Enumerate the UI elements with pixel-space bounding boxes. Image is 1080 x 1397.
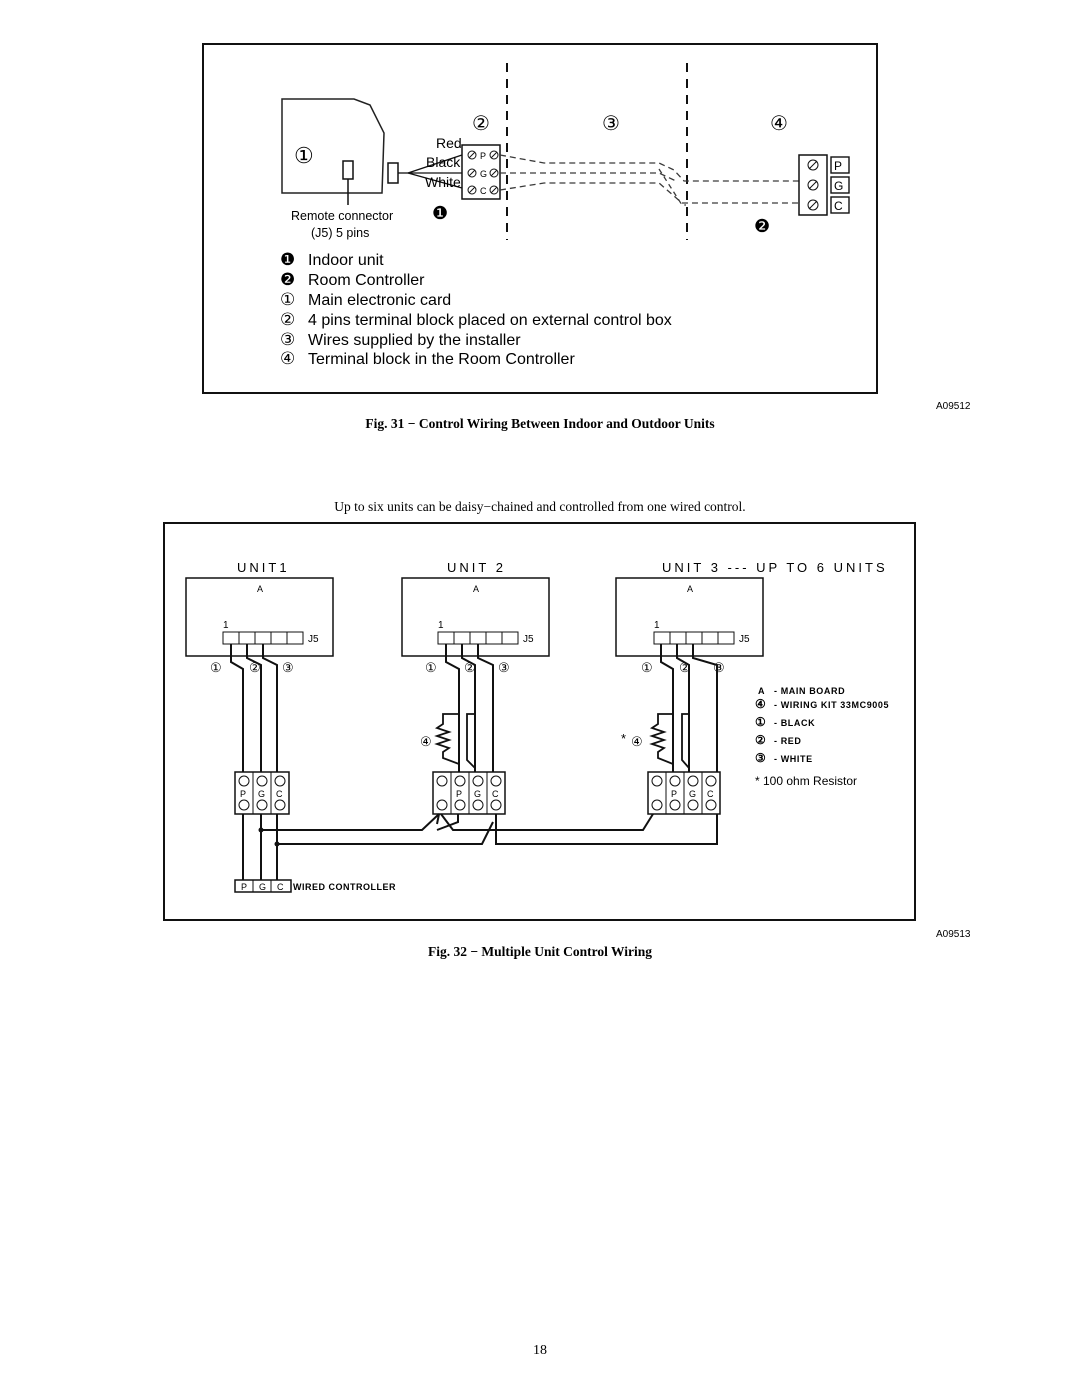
tb2-g: G bbox=[480, 169, 488, 179]
figure-32-caption: Fig. 32 − Multiple Unit Control Wiring bbox=[427, 944, 653, 959]
daisy-chain-wires bbox=[243, 814, 717, 847]
svg-text:Wires supplied by the installe: Wires supplied by the installer bbox=[308, 332, 521, 349]
svg-text:G: G bbox=[474, 789, 482, 799]
svg-text:③: ③ bbox=[282, 660, 294, 675]
svg-text:P: P bbox=[241, 882, 248, 892]
wired-controller bbox=[235, 880, 396, 892]
wire-label-white: White bbox=[425, 174, 461, 190]
svg-text:G: G bbox=[689, 789, 697, 799]
figure-31-code: A09512 bbox=[936, 401, 971, 412]
svg-text:④: ④ bbox=[755, 697, 766, 711]
svg-text:Main electronic card: Main electronic card bbox=[308, 292, 452, 309]
svg-text:②: ② bbox=[280, 310, 296, 329]
rc-g: G bbox=[834, 179, 844, 193]
figure-32-code: A09513 bbox=[936, 929, 971, 940]
svg-text:- RED: - RED bbox=[774, 736, 802, 746]
marker-2: ② bbox=[472, 113, 490, 135]
svg-text:Terminal block in the Room Con: Terminal block in the Room Controller bbox=[308, 351, 575, 368]
figure-31-frame bbox=[202, 43, 878, 394]
svg-text:Room Controller: Room Controller bbox=[308, 272, 425, 289]
svg-text:A: A bbox=[257, 584, 264, 594]
svg-text:- WHITE: - WHITE bbox=[774, 754, 813, 764]
remote-connector-label: Remote connector bbox=[291, 209, 394, 223]
rc-c: C bbox=[834, 199, 843, 213]
svg-text:③: ③ bbox=[498, 660, 510, 675]
svg-text:- MAIN BOARD: - MAIN BOARD bbox=[774, 686, 846, 696]
svg-text:②: ② bbox=[249, 660, 261, 675]
marker-indoor: ❶ bbox=[432, 203, 449, 223]
svg-text:①: ① bbox=[425, 660, 437, 675]
svg-text:P: P bbox=[240, 789, 247, 799]
svg-text:❶: ❶ bbox=[280, 250, 296, 269]
rc-p: P bbox=[834, 159, 843, 173]
svg-text:P: P bbox=[456, 789, 463, 799]
svg-text:④: ④ bbox=[631, 734, 643, 749]
svg-text:J5: J5 bbox=[739, 634, 750, 645]
unit2 bbox=[402, 578, 549, 814]
svg-text:②: ② bbox=[464, 660, 476, 675]
svg-text:①: ① bbox=[755, 715, 766, 729]
svg-text:②: ② bbox=[755, 733, 766, 747]
svg-text:③: ③ bbox=[280, 330, 296, 349]
marker-4: ④ bbox=[770, 113, 788, 135]
svg-text:C: C bbox=[276, 789, 283, 799]
svg-text:G: G bbox=[259, 882, 267, 892]
svg-text:❷: ❷ bbox=[280, 270, 296, 289]
svg-text:①: ① bbox=[641, 660, 653, 675]
wire-label-black: Black bbox=[426, 154, 461, 170]
svg-text:1: 1 bbox=[223, 620, 229, 631]
connector-plug bbox=[388, 163, 398, 183]
figure-31-caption: Fig. 31 − Control Wiring Between Indoor and Outdoor Units bbox=[365, 416, 715, 431]
svg-text:②: ② bbox=[679, 660, 691, 675]
page-number: 18 bbox=[533, 1343, 547, 1358]
svg-text:1: 1 bbox=[654, 620, 660, 631]
marker-3: ③ bbox=[602, 113, 620, 135]
unit3-title: UNIT 3 --- UP TO 6 UNITS bbox=[662, 560, 888, 575]
wired-controller-label: WIRED CONTROLLER bbox=[293, 882, 396, 892]
svg-text:4 pins terminal block placed o: 4 pins terminal block placed on external control box bbox=[308, 312, 672, 329]
unit1 bbox=[186, 578, 333, 880]
intro-paragraph: Up to six units can be daisy−chained and controlled from one wired control. bbox=[334, 499, 746, 514]
marker-room-controller: ❷ bbox=[754, 216, 771, 236]
svg-text:④: ④ bbox=[420, 734, 432, 749]
marker-1: ① bbox=[294, 143, 314, 168]
svg-text:③: ③ bbox=[713, 660, 725, 675]
svg-text:*: * bbox=[621, 731, 627, 746]
svg-text:Indoor unit: Indoor unit bbox=[308, 252, 384, 269]
unit1-title: UNIT1 bbox=[237, 560, 290, 575]
unit2-title: UNIT 2 bbox=[447, 560, 506, 575]
svg-text:J5: J5 bbox=[523, 634, 534, 645]
svg-text:C: C bbox=[277, 882, 284, 892]
svg-text:G: G bbox=[258, 789, 266, 799]
svg-text:A: A bbox=[473, 584, 480, 594]
svg-text:- WIRING KIT 33MC9005: - WIRING KIT 33MC9005 bbox=[774, 700, 890, 710]
figure-32-diagram bbox=[165, 524, 914, 919]
resistor-note: * 100 ohm Resistor bbox=[755, 774, 858, 788]
svg-text:①: ① bbox=[280, 290, 296, 309]
figure-31-legend bbox=[280, 250, 672, 368]
svg-text:C: C bbox=[707, 789, 714, 799]
svg-text:- BLACK: - BLACK bbox=[774, 718, 816, 728]
tb2-p: P bbox=[480, 151, 487, 161]
svg-text:J5: J5 bbox=[308, 634, 319, 645]
svg-text:④: ④ bbox=[280, 349, 296, 368]
svg-text:1: 1 bbox=[438, 620, 444, 631]
svg-text:P: P bbox=[671, 789, 678, 799]
svg-text:③: ③ bbox=[755, 751, 766, 765]
svg-text:A: A bbox=[758, 686, 765, 696]
svg-text:A: A bbox=[687, 584, 694, 594]
unit3 bbox=[616, 578, 763, 814]
remote-connector-pins: (J5) 5 pins bbox=[311, 226, 370, 240]
svg-text:①: ① bbox=[210, 660, 222, 675]
tb2-c: C bbox=[480, 186, 487, 196]
figure-32-frame bbox=[163, 522, 916, 921]
svg-text:C: C bbox=[492, 789, 499, 799]
wire-label-red: Red bbox=[436, 135, 462, 151]
figure-31-diagram bbox=[204, 45, 876, 392]
figure-32-legend bbox=[755, 686, 889, 788]
